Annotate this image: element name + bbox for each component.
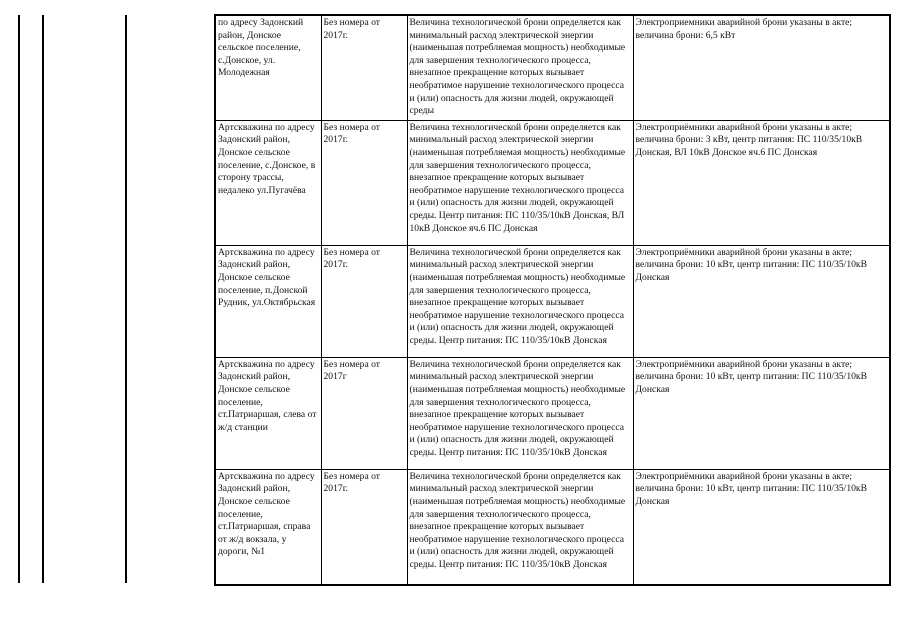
object-address-cell: Артскважина по адресу Задонский район, Донское сельское поселение, ст.Патриаршая, справа от ж/д вокзала, у дороги, №1 [215, 469, 321, 585]
receivers-cell: Электроприёмники аварийной брони указаны в акте; величина брони: 10 кВт, центр питания: ПС 110/35/10кВ Донская [633, 357, 890, 469]
table-row [215, 245, 890, 357]
value-basis-cell: Величина технологической брони определяется как минимальный расход электрической энергии (наименьшая потребляемая мощность) необходимые для завершения технологического процесса, внезапное прекращение которых вызывает необратимое нарушение технологического процесса и (или) опасность для жизни людей, окружающей среды. Центр питания: ПС 110/35/10кВ Донская, ВЛ 10кВ Донское яч.6 ПС Донская [407, 120, 633, 245]
act-number-cell: Без номера от 2017г. [321, 15, 407, 120]
left-column-border-1 [18, 15, 20, 583]
value-basis-cell: Величина технологической брони определяется как минимальный расход электрической энергии (наименьшая потребляемая мощность) необходимые для завершения технологического процесса, внезапное прекращение которых вызывает необратимое нарушение технологического процесса и (или) опасность для жизни людей, окружающей среды. Центр питания: ПС 110/35/10кВ Донская [407, 469, 633, 585]
object-address-cell: Артскважина по адресу Задонский район, Донское сельское поселение, п.Донской Рудник, ул.Октябрьская [215, 245, 321, 357]
object-address-cell: по адресу Задонский район, Донское сельское поселение, с.Донское, ул. Молодежная [215, 15, 321, 120]
table-row [215, 357, 890, 469]
table-row [215, 469, 890, 585]
receivers-cell: Электроприёмники аварийной брони указаны в акте; величина брони: 10 кВт, центр питания: ПС 110/35/10кВ Донская [633, 245, 890, 357]
act-number-cell: Без номера от 2017г. [321, 120, 407, 245]
reservation-table [214, 14, 891, 586]
table-row [215, 15, 890, 120]
receivers-cell: Электроприёмники аварийной брони указаны в акте; величина брони: 3 кВт, центр питания: ПС 110/35/10кВ Донская, ВЛ 10кВ Донское яч.6 ПС Донская [633, 120, 890, 245]
receivers-cell: Электроприемники аварийной брони указаны в акте; величина брони: 6,5 кВт [633, 15, 890, 120]
object-address-cell: Артскважина по адресу Задонский район, Донское сельское поселение, ст.Патриаршая, слева от ж/д станции [215, 357, 321, 469]
value-basis-cell: Величина технологической брони определяется как минимальный расход электрической энергии (наименьшая потребляемая мощность) необходимые для завершения технологического процесса, внезапное прекращение которых вызывает необратимое нарушение технологического процесса и (или) опасность для жизни людей, окружающей среды [407, 15, 633, 120]
act-number-cell: Без номера от 2017г. [321, 469, 407, 585]
left-column-border-3 [125, 15, 127, 583]
table-row [215, 120, 890, 245]
value-basis-cell: Величина технологической брони определяется как минимальный расход электрической энергии (наименьшая потребляемая мощность) необходимые для завершения технологического процесса, внезапное прекращение которых вызывает необратимое нарушение технологического процесса и (или) опасность для жизни людей, окружающей среды. Центр питания: ПС 110/35/10кВ Донская [407, 357, 633, 469]
receivers-cell: Электроприёмники аварийной брони указаны в акте; величина брони: 10 кВт, центр питания: ПС 110/35/10кВ Донская [633, 469, 890, 585]
left-column-border-2 [42, 15, 44, 583]
act-number-cell: Без номера от 2017г. [321, 245, 407, 357]
act-number-cell: Без номера от 2017г [321, 357, 407, 469]
value-basis-cell: Величина технологической брони определяется как минимальный расход электрической энергии (наименьшая потребляемая мощность) необходимые для завершения технологического процесса, внезапное прекращение которых вызывает необратимое нарушение технологического процесса и (или) опасность для жизни людей, окружающей среды. Центр питания: ПС 110/35/10кВ Донская [407, 245, 633, 357]
object-address-cell: Артскважина по адресу Задонский район, Донское сельское поселение, с.Донское, в сторону трассы, недалеко ул.Пугачёва [215, 120, 321, 245]
